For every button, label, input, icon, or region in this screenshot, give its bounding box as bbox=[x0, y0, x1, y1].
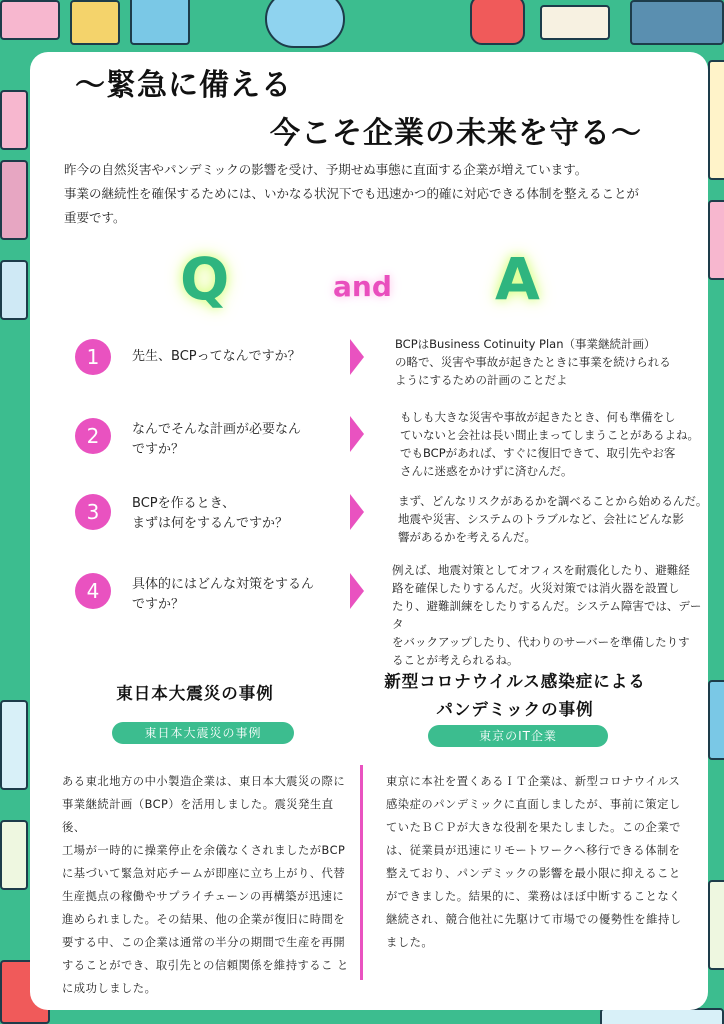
question-4 bbox=[132, 575, 332, 615]
answer-line: ようにするための計画のことだよ bbox=[395, 373, 568, 387]
arrow-icon bbox=[350, 573, 364, 609]
body-line: 進められました。その結果、他の企業が復旧に時間を bbox=[62, 913, 346, 926]
answer-4 bbox=[392, 561, 702, 669]
body-line: 整えており、パンデミックの影響を最小限に抑えること bbox=[386, 867, 681, 880]
body-line: 事業継続計画（BCP）を活用しました。震災発生直後、 bbox=[62, 798, 334, 834]
question-line: なんでそんな計画が必要なん bbox=[132, 422, 302, 437]
question-line: 先生、BCPってなんですか？ bbox=[132, 349, 301, 364]
body-line: 感染症のパンデミックに直面しましたが、事前に策定し bbox=[386, 798, 681, 811]
question-line: ですか？ bbox=[132, 442, 185, 457]
body-line: に基づいて緊急対応チームが即座に立ち上がり、代替 bbox=[62, 867, 346, 880]
page-title-line1: 〜緊急に備える bbox=[75, 68, 292, 103]
case-right-title-line: 新型コロナウイルス感染症による bbox=[384, 672, 646, 691]
body-line: 継続され、競合他社に先駆けて市場での優勢性を維持し bbox=[386, 913, 682, 926]
answer-line: まず、どんなリスクがあるかを調べることから始めるんだ。 bbox=[398, 494, 708, 508]
body-line: 生産拠点の稼働やサプライチェーンの再構築が迅速に bbox=[62, 890, 345, 903]
answer-line: もしも大きな災害や事故が起きたとき、何も準備をし bbox=[400, 410, 676, 424]
answer-line: をバックアップしたり、代わりのサーバーを準備したりす bbox=[392, 635, 690, 649]
arrow-icon bbox=[350, 339, 364, 375]
question-number-2: 2 bbox=[75, 418, 111, 454]
body-line: ある東北地方の中小製造企業は、東日本大震災の際に bbox=[62, 775, 346, 788]
qa-header-and: and bbox=[333, 270, 392, 303]
column-divider bbox=[360, 765, 363, 980]
answer-line: BCPはBusiness Cotinuity Plan（事業継続計画） bbox=[395, 337, 656, 351]
body-line: は、従業員が迅速にリモートワークへ移行できる体制を bbox=[386, 844, 681, 857]
body-line: ました。 bbox=[386, 936, 434, 949]
intro-line: 昨今の自然災害やパンデミックの影響を受け、予期せぬ事態に直面する企業が増えています。 bbox=[64, 162, 588, 177]
answer-line: 例えば、地震対策としてオフィスを耐震化したり、避難経 bbox=[392, 563, 690, 577]
case-left-badge: 東日本大震災の事例 bbox=[112, 722, 294, 744]
answer-line: ていないと会社は長い間止まってしまうことがあるよね。 bbox=[400, 428, 699, 442]
answer-line: 地震や災害、システムのトラブルなど、会社にどんな影 bbox=[398, 512, 684, 526]
body-line: ができました。結果的に、業務はほぼ中断することなく bbox=[386, 890, 681, 903]
question-number-1: 1 bbox=[75, 339, 111, 375]
question-line: まずは何をするんですか？ bbox=[132, 516, 289, 531]
page-title-line2: 今こそ企業の未来を守る〜 bbox=[270, 116, 642, 151]
question-line: ですか？ bbox=[132, 597, 185, 612]
answer-line: でもBCPがあれば、すぐに復旧できて、取引先やお客 bbox=[400, 446, 676, 460]
body-line: 工場が一時的に操業停止を余儀なくされましたがBCP bbox=[62, 844, 346, 857]
intro-line: 事業の継続性を確保するためには、いかなる状況下でも迅速かつ的確に対応できる体制を整えることが bbox=[64, 186, 640, 201]
body-line: することができ、取引先との信頼関係を維持するこ と bbox=[62, 959, 349, 972]
intro-line: 重要です。 bbox=[64, 210, 126, 225]
question-number-4: 4 bbox=[75, 573, 111, 609]
answer-1 bbox=[395, 335, 695, 389]
question-1 bbox=[132, 347, 332, 367]
body-line: 東京に本社を置くあるＩＴ企業は、新型コロナウイルス bbox=[386, 775, 681, 788]
question-3 bbox=[132, 494, 332, 534]
body-line: 要する中、この企業は通常の半分の期間で生産を再開 bbox=[62, 936, 346, 949]
body-line: ていたＢＣＰが大きな役割を果たしました。この企業で bbox=[386, 821, 681, 834]
question-2 bbox=[132, 420, 332, 460]
question-number-3: 3 bbox=[75, 494, 111, 530]
case-right-badge: 東京のIT企業 bbox=[428, 725, 608, 747]
arrow-icon bbox=[350, 416, 364, 452]
case-left-title: 東日本大震災の事例 bbox=[116, 684, 274, 703]
answer-3 bbox=[398, 492, 708, 546]
answer-line: たり、避難訓練をしたりするんだ。システム障害では、データ bbox=[392, 599, 702, 631]
answer-line: ることが考えられるね。 bbox=[392, 653, 519, 667]
answer-line: さんに迷惑をかけずに済むんだ。 bbox=[400, 464, 573, 478]
arrow-icon bbox=[350, 494, 364, 530]
question-line: 具体的にはどんな対策をするん bbox=[132, 577, 315, 592]
question-line: BCPを作るとき、 bbox=[132, 496, 236, 511]
answer-line: 響があるかを考えるんだ。 bbox=[398, 530, 536, 544]
case-right-body bbox=[386, 770, 686, 954]
answer-line: の略で、災害や事故が起きたときに事業を続けられる bbox=[395, 355, 671, 369]
qa-header-a: A bbox=[495, 245, 540, 313]
intro-paragraph bbox=[64, 158, 684, 230]
qa-header-q: Q bbox=[180, 245, 230, 313]
case-left-body bbox=[62, 770, 354, 1000]
case-right-title-line: パンデミックの事例 bbox=[436, 700, 594, 719]
case-right-title bbox=[370, 668, 660, 724]
body-line: に成功しました。 bbox=[62, 982, 157, 995]
answer-2 bbox=[400, 408, 700, 480]
answer-line: 路を確保したりするんだ。火災対策では消火器を設置し bbox=[392, 581, 680, 595]
